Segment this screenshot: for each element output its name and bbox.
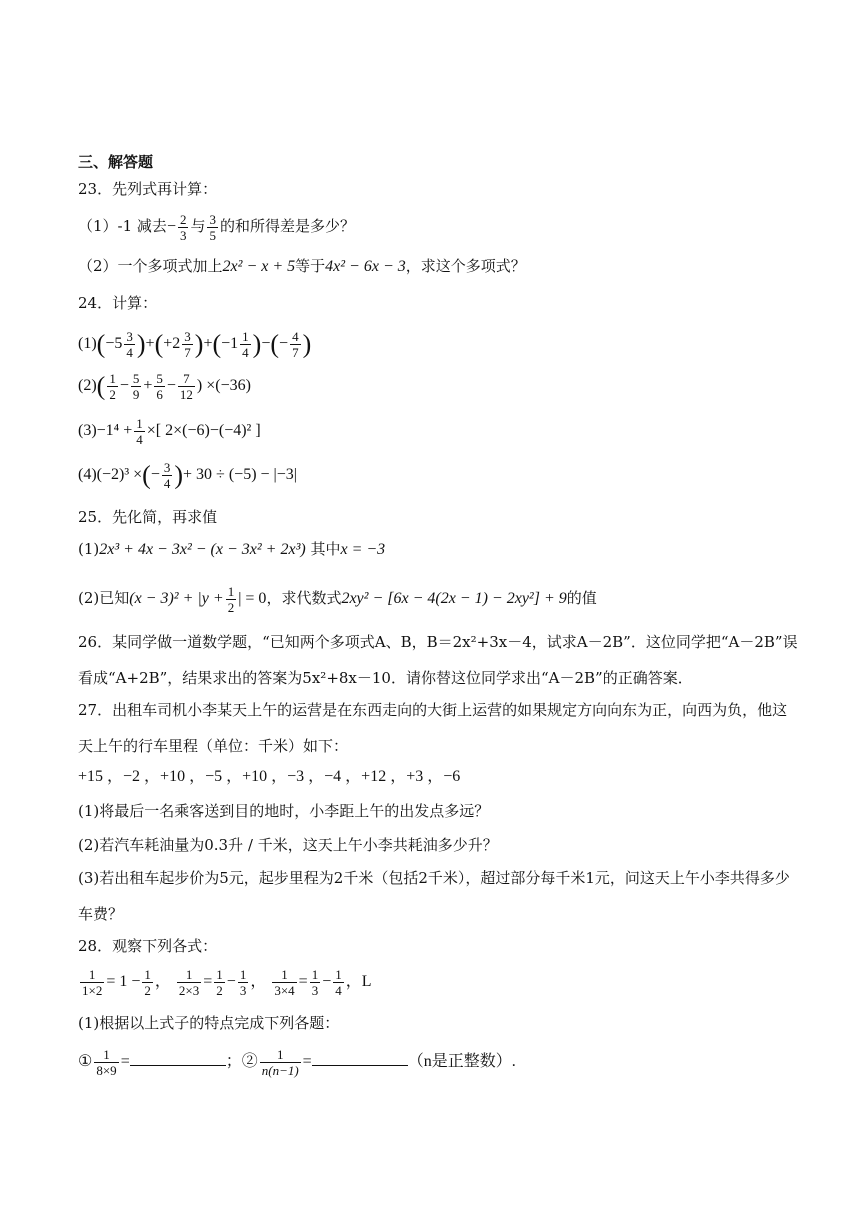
- q27-part2: (2)若汽车耗油量为0.3升 / 千米，这天上午小李共耗油多少升？: [78, 836, 498, 854]
- q28-part1: (1)根据以上式子的特点完成下列各题：: [78, 1014, 340, 1032]
- q27-part1: (1)将最后一名乘客送到目的地时，小李距上午的出发点多远？: [78, 802, 490, 820]
- q27-text: 27．出租车司机小李某天上午的运营是在东西走向的大街上运营的如果规定方向向东为正，向西为负，他这天上午的行车里程（单位：千米）如下：: [78, 701, 788, 755]
- q28-stem: 28．观察下列各式：: [78, 937, 218, 955]
- q24-expr4: (4)(−2)³ ×(− $\frac{3}{4}$ )+ 30 ÷ (−5) − |−3|: [78, 459, 297, 491]
- q24-expr3: (3)−1⁴ + $\frac{1}{4}$ ×[ 2×(−6)−(−4)² ]: [78, 415, 261, 447]
- q28-fill-items: ① $\frac{1}{8\times 9}$ = ；② $\frac{1}{n(n-1)}$ = （n是正整数）.: [78, 1046, 516, 1078]
- fraction-2-3: $\frac{2}{3}$: [179, 211, 187, 243]
- q25-stem: 25．先化简，再求值: [78, 508, 218, 526]
- q27-part3: (3)若出租车起步价为5元，起步里程为2千米（包括2千米），超过部分每千米1元，问这天上午小李共得多少车费？: [78, 869, 790, 923]
- q23-stem: 23．先列式再计算：: [78, 180, 218, 198]
- answer-blank-2[interactable]: [312, 1051, 408, 1066]
- q23-part1: （1）-1 减去− $\frac{2}{3}$ 与 $\frac{3}{5}$ 的和所得差是多少？: [78, 211, 355, 243]
- q24-stem: 24．计算：: [78, 294, 158, 312]
- q24-expr2: (2)( $\frac{1}{2}$ − $\frac{5}{9}$ + $\frac{5}{6}$ − $\frac{7}{12}$ ) ×(−36): [78, 370, 251, 402]
- q25-part2: (2)已知(x − 3)² + |y + $\frac{1}{2}$ | = 0，求代数式2xy² − [6x − 4(2x − 1) − 2xy²] + 9的值: [78, 583, 597, 615]
- q27-data: +15 ，−2 ，+10 ，−5 ，+10 ，−3 ，−4 ，+12 ，+3 ，−6: [78, 768, 461, 785]
- q23-part2: （2）一个多项式加上2x² − x + 5等于4x² − 6x − 3，求这个多项式？: [78, 257, 526, 275]
- q25-part1: (1)2x³ + 4x − 3x² − (x − 3x² + 2x³) 其中x = −3: [78, 540, 386, 558]
- q24-expr1: (1)(−5 $\frac{3}{4}$ )+(+2 $\frac{3}{7}$ )+(−1 $\frac{1}{4}$ )−(− $\frac{4}{7}$ ): [78, 328, 312, 360]
- answer-blank-1[interactable]: [130, 1051, 226, 1066]
- section-title: 三、解答题: [78, 153, 154, 171]
- q26-text: 26．某同学做一道数学题，“已知两个多项式A、B，B＝2x²+3x－4，试求A－2B”．这位同学把“A－2B”误看成“A+2B”，结果求出的答案为5x²+8x－10．请你替这位同学求出“A－2B”的正确答案．: [78, 633, 798, 687]
- q28-examples: $\frac{1}{1\times 2}$ = 1 − $\frac{1}{2}$ ， $\frac{1}{2\times 3}$ = $\frac{1}{2}$ − $\frac{1}{3}$ ， $\frac{1}{3\times 4}$ = $\frac{1}{3}$ − $\frac{1}{4}$ ，L: [82, 966, 372, 998]
- fraction-3-5: $\frac{3}{5}$: [209, 211, 216, 243]
